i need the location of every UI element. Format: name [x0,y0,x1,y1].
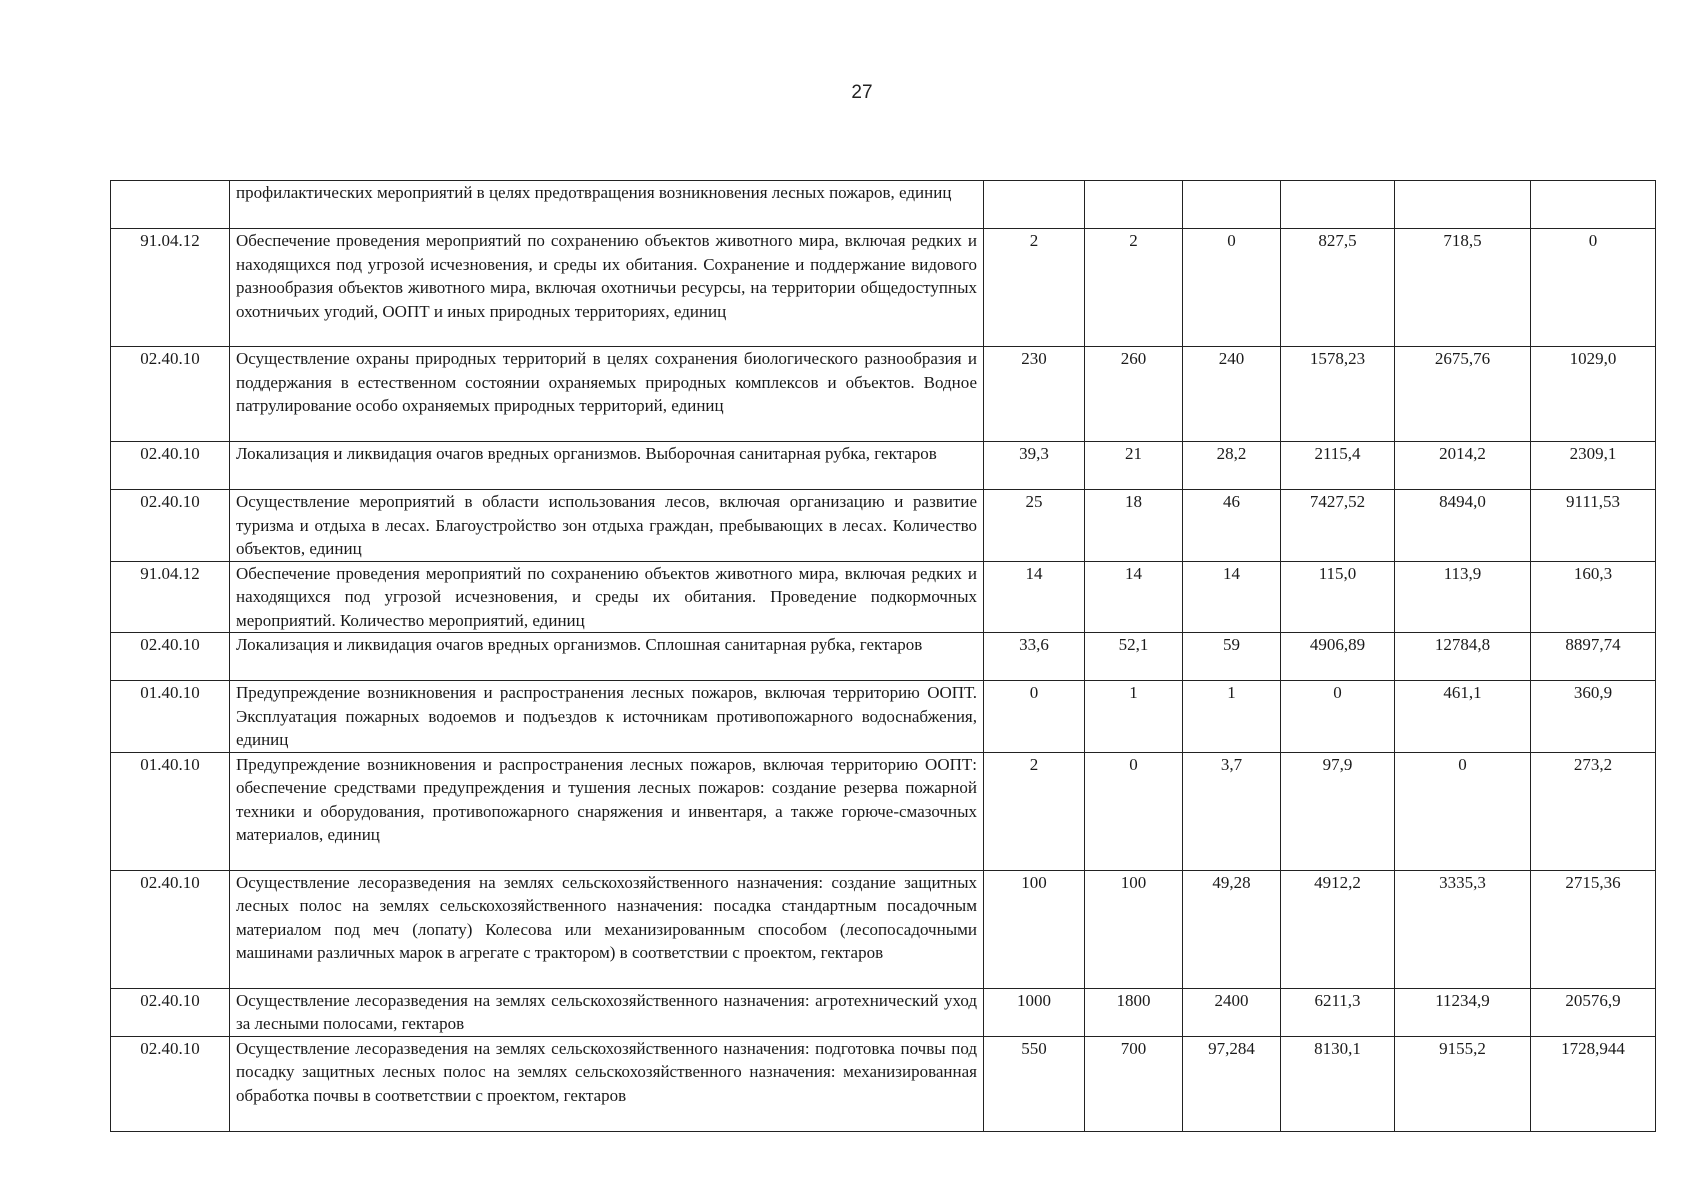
row-value-1 [984,181,1085,229]
row-value-4: 4912,2 [1281,870,1395,988]
row-value-1: 230 [984,347,1085,442]
table-row [111,229,1656,347]
row-value-2: 0 [1085,752,1183,870]
row-value-5: 461,1 [1395,681,1531,753]
row-description: Осуществление лесоразведения на землях сельскохозяйственного назначения: агротехнический уход за лесными полосами, гектаров [230,988,984,1036]
row-value-4: 7427,52 [1281,490,1395,562]
row-value-2: 1 [1085,681,1183,753]
row-value-3: 46 [1183,490,1281,562]
table-row [111,633,1656,681]
row-value-3: 97,284 [1183,1036,1281,1131]
row-value-1: 39,3 [984,442,1085,490]
row-value-3: 14 [1183,561,1281,633]
row-value-1: 0 [984,681,1085,753]
row-value-4: 0 [1281,681,1395,753]
row-value-3: 240 [1183,347,1281,442]
row-value-1: 100 [984,870,1085,988]
row-value-4: 97,9 [1281,752,1395,870]
row-value-2: 260 [1085,347,1183,442]
row-value-6: 20576,9 [1531,988,1656,1036]
row-value-3: 59 [1183,633,1281,681]
row-value-3: 1 [1183,681,1281,753]
table-row [111,181,1656,229]
row-value-3: 28,2 [1183,442,1281,490]
row-value-3 [1183,181,1281,229]
row-value-2: 21 [1085,442,1183,490]
table-row [111,561,1656,633]
row-value-6: 2309,1 [1531,442,1656,490]
row-value-5: 8494,0 [1395,490,1531,562]
row-description: Осуществление лесоразведения на землях сельскохозяйственного назначения: создание защитных лесных полос на землях сельскохозяйственного назначения: посадка стандартным посадочным материалом под меч (лопату) Колесова или механизированным способом (лесопосадочными машинами различных марок в агрегате с трактором) в соответствии с проектом, гектаров [230,870,984,988]
row-value-1: 33,6 [984,633,1085,681]
row-value-6: 273,2 [1531,752,1656,870]
table-row [111,988,1656,1036]
row-code: 02.40.10 [111,442,230,490]
row-description: Осуществление лесоразведения на землях сельскохозяйственного назначения: подготовка почвы под посадку защитных лесных полос на землях сельскохозяйственного назначения: механизированная обработка почвы в соответствии с проектом, гектаров [230,1036,984,1131]
row-value-6: 360,9 [1531,681,1656,753]
row-value-1: 550 [984,1036,1085,1131]
row-value-1: 2 [984,229,1085,347]
row-value-1: 2 [984,752,1085,870]
row-value-6: 2715,36 [1531,870,1656,988]
row-value-4: 115,0 [1281,561,1395,633]
row-value-1: 14 [984,561,1085,633]
row-value-5: 718,5 [1395,229,1531,347]
table-row [111,681,1656,753]
row-value-4: 8130,1 [1281,1036,1395,1131]
row-description: профилактических мероприятий в целях предотвращения возникновения лесных пожаров, единиц [230,181,984,229]
row-code: 91.04.12 [111,561,230,633]
table-row [111,490,1656,562]
row-description: Осуществление охраны природных территорий в целях сохранения биологического разнообразия и поддержания в естественном состоянии охраняемых природных комплексов и объектов. Водное патрулирование особо охраняемых природных территорий, единиц [230,347,984,442]
row-code: 02.40.10 [111,1036,230,1131]
row-value-4: 1578,23 [1281,347,1395,442]
row-value-6 [1531,181,1656,229]
row-description: Обеспечение проведения мероприятий по сохранению объектов животного мира, включая редких и находящихся под угрозой исчезновения, и среды их обитания. Проведение подкормочных мероприятий. Количество мероприятий, единиц [230,561,984,633]
row-code: 02.40.10 [111,870,230,988]
row-value-6: 1728,944 [1531,1036,1656,1131]
row-value-4: 827,5 [1281,229,1395,347]
row-value-3: 3,7 [1183,752,1281,870]
row-code: 02.40.10 [111,490,230,562]
row-value-5: 2675,76 [1395,347,1531,442]
row-description: Предупреждение возникновения и распространения лесных пожаров, включая территорию ООПТ: обеспечение средствами предупреждения и тушения лесных пожаров: создание резерва пожарной техники и оборудования, противопожарного снаряжения и инвентаря, а также горюче-смазочных материалов, единиц [230,752,984,870]
table-row [111,1036,1656,1131]
table-row [111,870,1656,988]
row-value-4: 2115,4 [1281,442,1395,490]
row-value-1: 1000 [984,988,1085,1036]
table-row [111,347,1656,442]
row-value-5: 0 [1395,752,1531,870]
row-code: 01.40.10 [111,681,230,753]
row-value-6: 160,3 [1531,561,1656,633]
table-row [111,442,1656,490]
row-description: Осуществление мероприятий в области использования лесов, включая организацию и развитие туризма и отдыха в лесах. Благоустройство зон отдыха граждан, пребывающих в лесах. Количество объектов, единиц [230,490,984,562]
row-code: 02.40.10 [111,633,230,681]
row-value-2: 18 [1085,490,1183,562]
row-value-5: 9155,2 [1395,1036,1531,1131]
table-row [111,752,1656,870]
row-value-5 [1395,181,1531,229]
row-value-2 [1085,181,1183,229]
row-value-5: 11234,9 [1395,988,1531,1036]
row-value-1: 25 [984,490,1085,562]
row-value-6: 8897,74 [1531,633,1656,681]
row-code: 02.40.10 [111,347,230,442]
row-value-2: 14 [1085,561,1183,633]
row-value-6: 1029,0 [1531,347,1656,442]
row-value-4: 4906,89 [1281,633,1395,681]
row-code: 91.04.12 [111,229,230,347]
row-code: 02.40.10 [111,988,230,1036]
row-description: Предупреждение возникновения и распространения лесных пожаров, включая территорию ООПТ. Эксплуатация пожарных водоемов и подъездов к источникам противопожарного водоснабжения, единиц [230,681,984,753]
row-value-2: 700 [1085,1036,1183,1131]
indicators-table [110,180,1656,1132]
row-value-4 [1281,181,1395,229]
row-value-3: 49,28 [1183,870,1281,988]
row-code: 01.40.10 [111,752,230,870]
row-value-5: 12784,8 [1395,633,1531,681]
row-value-2: 100 [1085,870,1183,988]
row-value-6: 9111,53 [1531,490,1656,562]
row-value-2: 1800 [1085,988,1183,1036]
row-value-5: 3335,3 [1395,870,1531,988]
row-value-2: 52,1 [1085,633,1183,681]
row-value-3: 2400 [1183,988,1281,1036]
row-description: Локализация и ликвидация очагов вредных организмов. Выборочная санитарная рубка, гектаров [230,442,984,490]
row-value-5: 2014,2 [1395,442,1531,490]
page-number: 27 [851,82,873,103]
row-code [111,181,230,229]
row-value-3: 0 [1183,229,1281,347]
row-value-4: 6211,3 [1281,988,1395,1036]
row-value-5: 113,9 [1395,561,1531,633]
row-value-2: 2 [1085,229,1183,347]
row-description: Обеспечение проведения мероприятий по сохранению объектов животного мира, включая редких и находящихся под угрозой исчезновения, и среды их обитания. Сохранение и поддержание видового разнообразия объектов животного мира, включая охотничьи ресурсы, на территории общедоступных охотничьих угодий, ООПТ и иных природных территориях, единиц [230,229,984,347]
row-value-6: 0 [1531,229,1656,347]
row-description: Локализация и ликвидация очагов вредных организмов. Сплошная санитарная рубка, гектаров [230,633,984,681]
